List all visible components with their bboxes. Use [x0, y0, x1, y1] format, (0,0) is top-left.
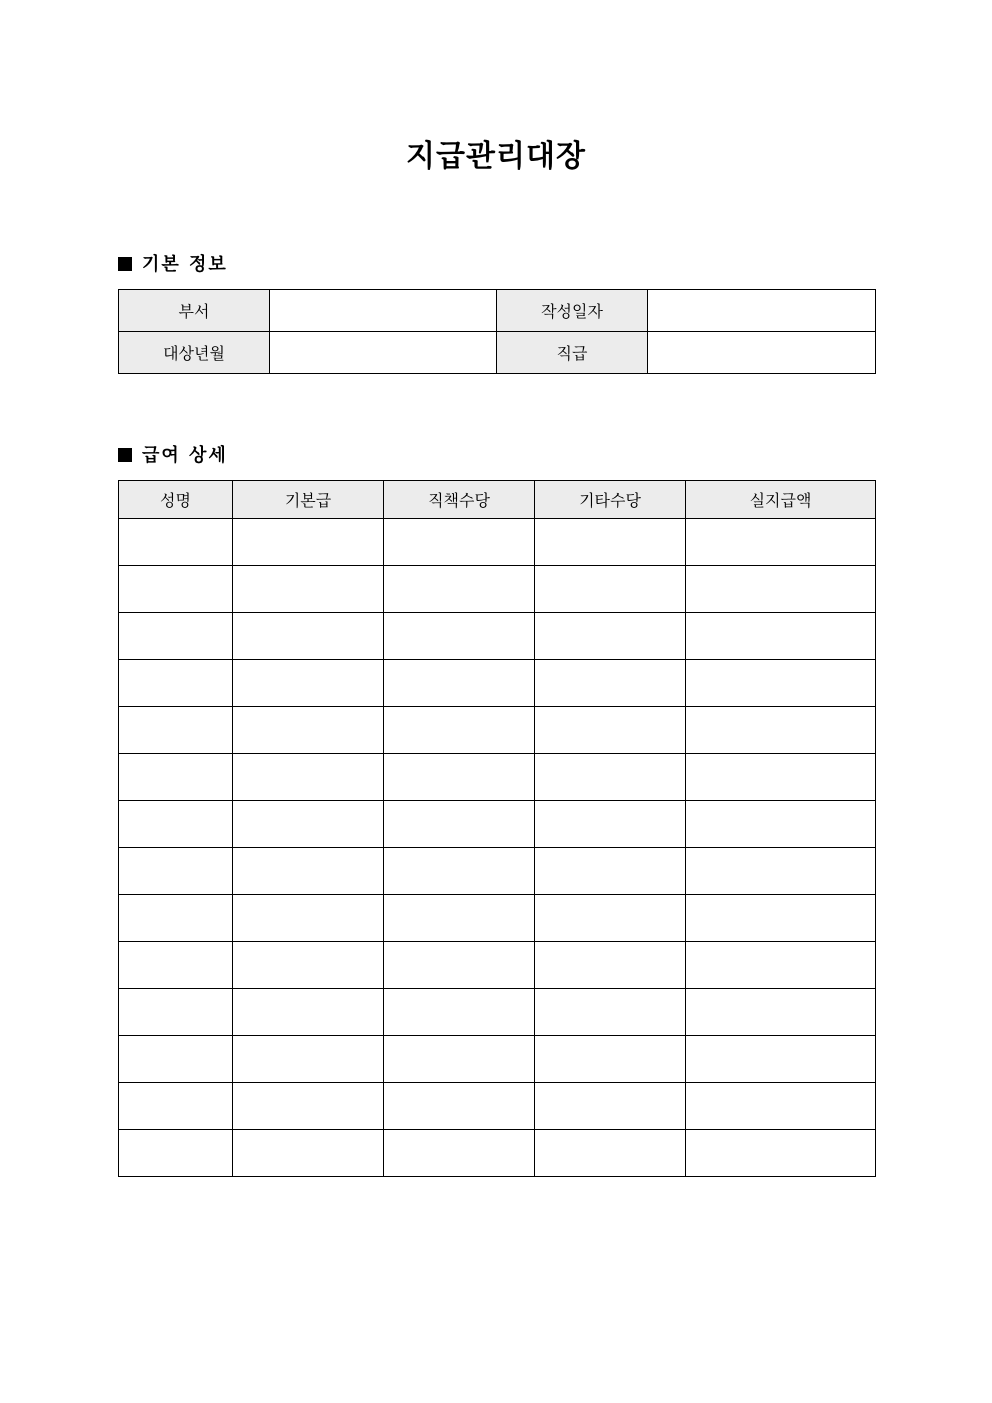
table-row	[119, 801, 876, 848]
position-allowance-cell[interactable]	[384, 895, 535, 942]
position-allowance-cell[interactable]	[384, 1083, 535, 1130]
position-allowance-cell[interactable]	[384, 848, 535, 895]
position-allowance-cell[interactable]	[384, 566, 535, 613]
net-pay-cell[interactable]	[686, 754, 876, 801]
base-pay-cell[interactable]	[233, 519, 384, 566]
position-allowance-cell[interactable]	[384, 754, 535, 801]
other-allowance-cell[interactable]	[535, 801, 686, 848]
other-allowance-cell[interactable]	[535, 613, 686, 660]
table-row	[119, 707, 876, 754]
other-allowance-cell[interactable]	[535, 707, 686, 754]
basic-info-row	[119, 332, 876, 374]
position-allowance-cell[interactable]	[384, 942, 535, 989]
table-row	[119, 660, 876, 707]
pay-details-table	[118, 480, 876, 1177]
name-cell[interactable]	[119, 566, 233, 613]
table-row	[119, 1130, 876, 1177]
section-heading-text: 급여 상세	[142, 445, 228, 466]
column-header-other-allowance: 기타수당	[535, 481, 686, 519]
basic-info-row	[119, 290, 876, 332]
table-row	[119, 989, 876, 1036]
table-row	[119, 613, 876, 660]
department-label: 부서	[119, 290, 270, 332]
net-pay-cell[interactable]	[686, 895, 876, 942]
name-cell[interactable]	[119, 660, 233, 707]
name-cell[interactable]	[119, 613, 233, 660]
name-cell[interactable]	[119, 942, 233, 989]
position-allowance-cell[interactable]	[384, 519, 535, 566]
name-cell[interactable]	[119, 895, 233, 942]
square-bullet-icon	[118, 448, 132, 462]
table-row	[119, 895, 876, 942]
table-row	[119, 519, 876, 566]
position-allowance-cell[interactable]	[384, 989, 535, 1036]
net-pay-cell[interactable]	[686, 801, 876, 848]
department-field[interactable]	[270, 290, 497, 332]
other-allowance-cell[interactable]	[535, 1083, 686, 1130]
table-row	[119, 1036, 876, 1083]
other-allowance-cell[interactable]	[535, 1036, 686, 1083]
net-pay-cell[interactable]	[686, 707, 876, 754]
other-allowance-cell[interactable]	[535, 754, 686, 801]
section-heading-text: 기본 정보	[142, 254, 228, 275]
basic-info-table	[118, 289, 876, 374]
base-pay-cell[interactable]	[233, 707, 384, 754]
base-pay-cell[interactable]	[233, 801, 384, 848]
page-title: 지급관리대장	[406, 139, 586, 174]
net-pay-cell[interactable]	[686, 1130, 876, 1177]
position-allowance-cell[interactable]	[384, 707, 535, 754]
section-heading-pay-details	[118, 444, 228, 468]
column-header-base-pay: 기본급	[233, 481, 384, 519]
net-pay-cell[interactable]	[686, 660, 876, 707]
base-pay-cell[interactable]	[233, 895, 384, 942]
base-pay-cell[interactable]	[233, 1036, 384, 1083]
position-allowance-cell[interactable]	[384, 801, 535, 848]
square-bullet-icon	[118, 257, 132, 271]
base-pay-cell[interactable]	[233, 566, 384, 613]
base-pay-cell[interactable]	[233, 613, 384, 660]
table-row	[119, 942, 876, 989]
position-label: 직급	[497, 332, 648, 374]
position-allowance-cell[interactable]	[384, 613, 535, 660]
net-pay-cell[interactable]	[686, 519, 876, 566]
target-month-label: 대상년월	[119, 332, 270, 374]
position-allowance-cell[interactable]	[384, 1130, 535, 1177]
pay-header-row	[119, 481, 876, 519]
name-cell[interactable]	[119, 754, 233, 801]
table-row	[119, 754, 876, 801]
other-allowance-cell[interactable]	[535, 895, 686, 942]
base-pay-cell[interactable]	[233, 754, 384, 801]
net-pay-cell[interactable]	[686, 566, 876, 613]
base-pay-cell[interactable]	[233, 660, 384, 707]
name-cell[interactable]	[119, 848, 233, 895]
other-allowance-cell[interactable]	[535, 660, 686, 707]
position-field[interactable]	[648, 332, 876, 374]
base-pay-cell[interactable]	[233, 848, 384, 895]
position-allowance-cell[interactable]	[384, 660, 535, 707]
section-heading-basic-info	[118, 253, 228, 277]
table-row	[119, 848, 876, 895]
base-pay-cell[interactable]	[233, 942, 384, 989]
target-month-field[interactable]	[270, 332, 497, 374]
date-written-label: 작성일자	[497, 290, 648, 332]
net-pay-cell[interactable]	[686, 1083, 876, 1130]
name-cell[interactable]	[119, 989, 233, 1036]
net-pay-cell[interactable]	[686, 848, 876, 895]
net-pay-cell[interactable]	[686, 1036, 876, 1083]
other-allowance-cell[interactable]	[535, 848, 686, 895]
other-allowance-cell[interactable]	[535, 1130, 686, 1177]
column-header-name: 성명	[119, 481, 233, 519]
table-row	[119, 566, 876, 613]
name-cell[interactable]	[119, 707, 233, 754]
other-allowance-cell[interactable]	[535, 566, 686, 613]
date-written-field[interactable]	[648, 290, 876, 332]
position-allowance-cell[interactable]	[384, 1036, 535, 1083]
name-cell[interactable]	[119, 1083, 233, 1130]
other-allowance-cell[interactable]	[535, 989, 686, 1036]
name-cell[interactable]	[119, 1130, 233, 1177]
other-allowance-cell[interactable]	[535, 519, 686, 566]
net-pay-cell[interactable]	[686, 989, 876, 1036]
table-row	[119, 1083, 876, 1130]
column-header-net-pay: 실지급액	[686, 481, 876, 519]
name-cell[interactable]	[119, 801, 233, 848]
pay-table-body	[119, 519, 876, 1177]
base-pay-cell[interactable]	[233, 1130, 384, 1177]
base-pay-cell[interactable]	[233, 1083, 384, 1130]
column-header-position-allowance: 직책수당	[384, 481, 535, 519]
net-pay-cell[interactable]	[686, 613, 876, 660]
base-pay-cell[interactable]	[233, 989, 384, 1036]
net-pay-cell[interactable]	[686, 942, 876, 989]
other-allowance-cell[interactable]	[535, 942, 686, 989]
name-cell[interactable]	[119, 519, 233, 566]
name-cell[interactable]	[119, 1036, 233, 1083]
